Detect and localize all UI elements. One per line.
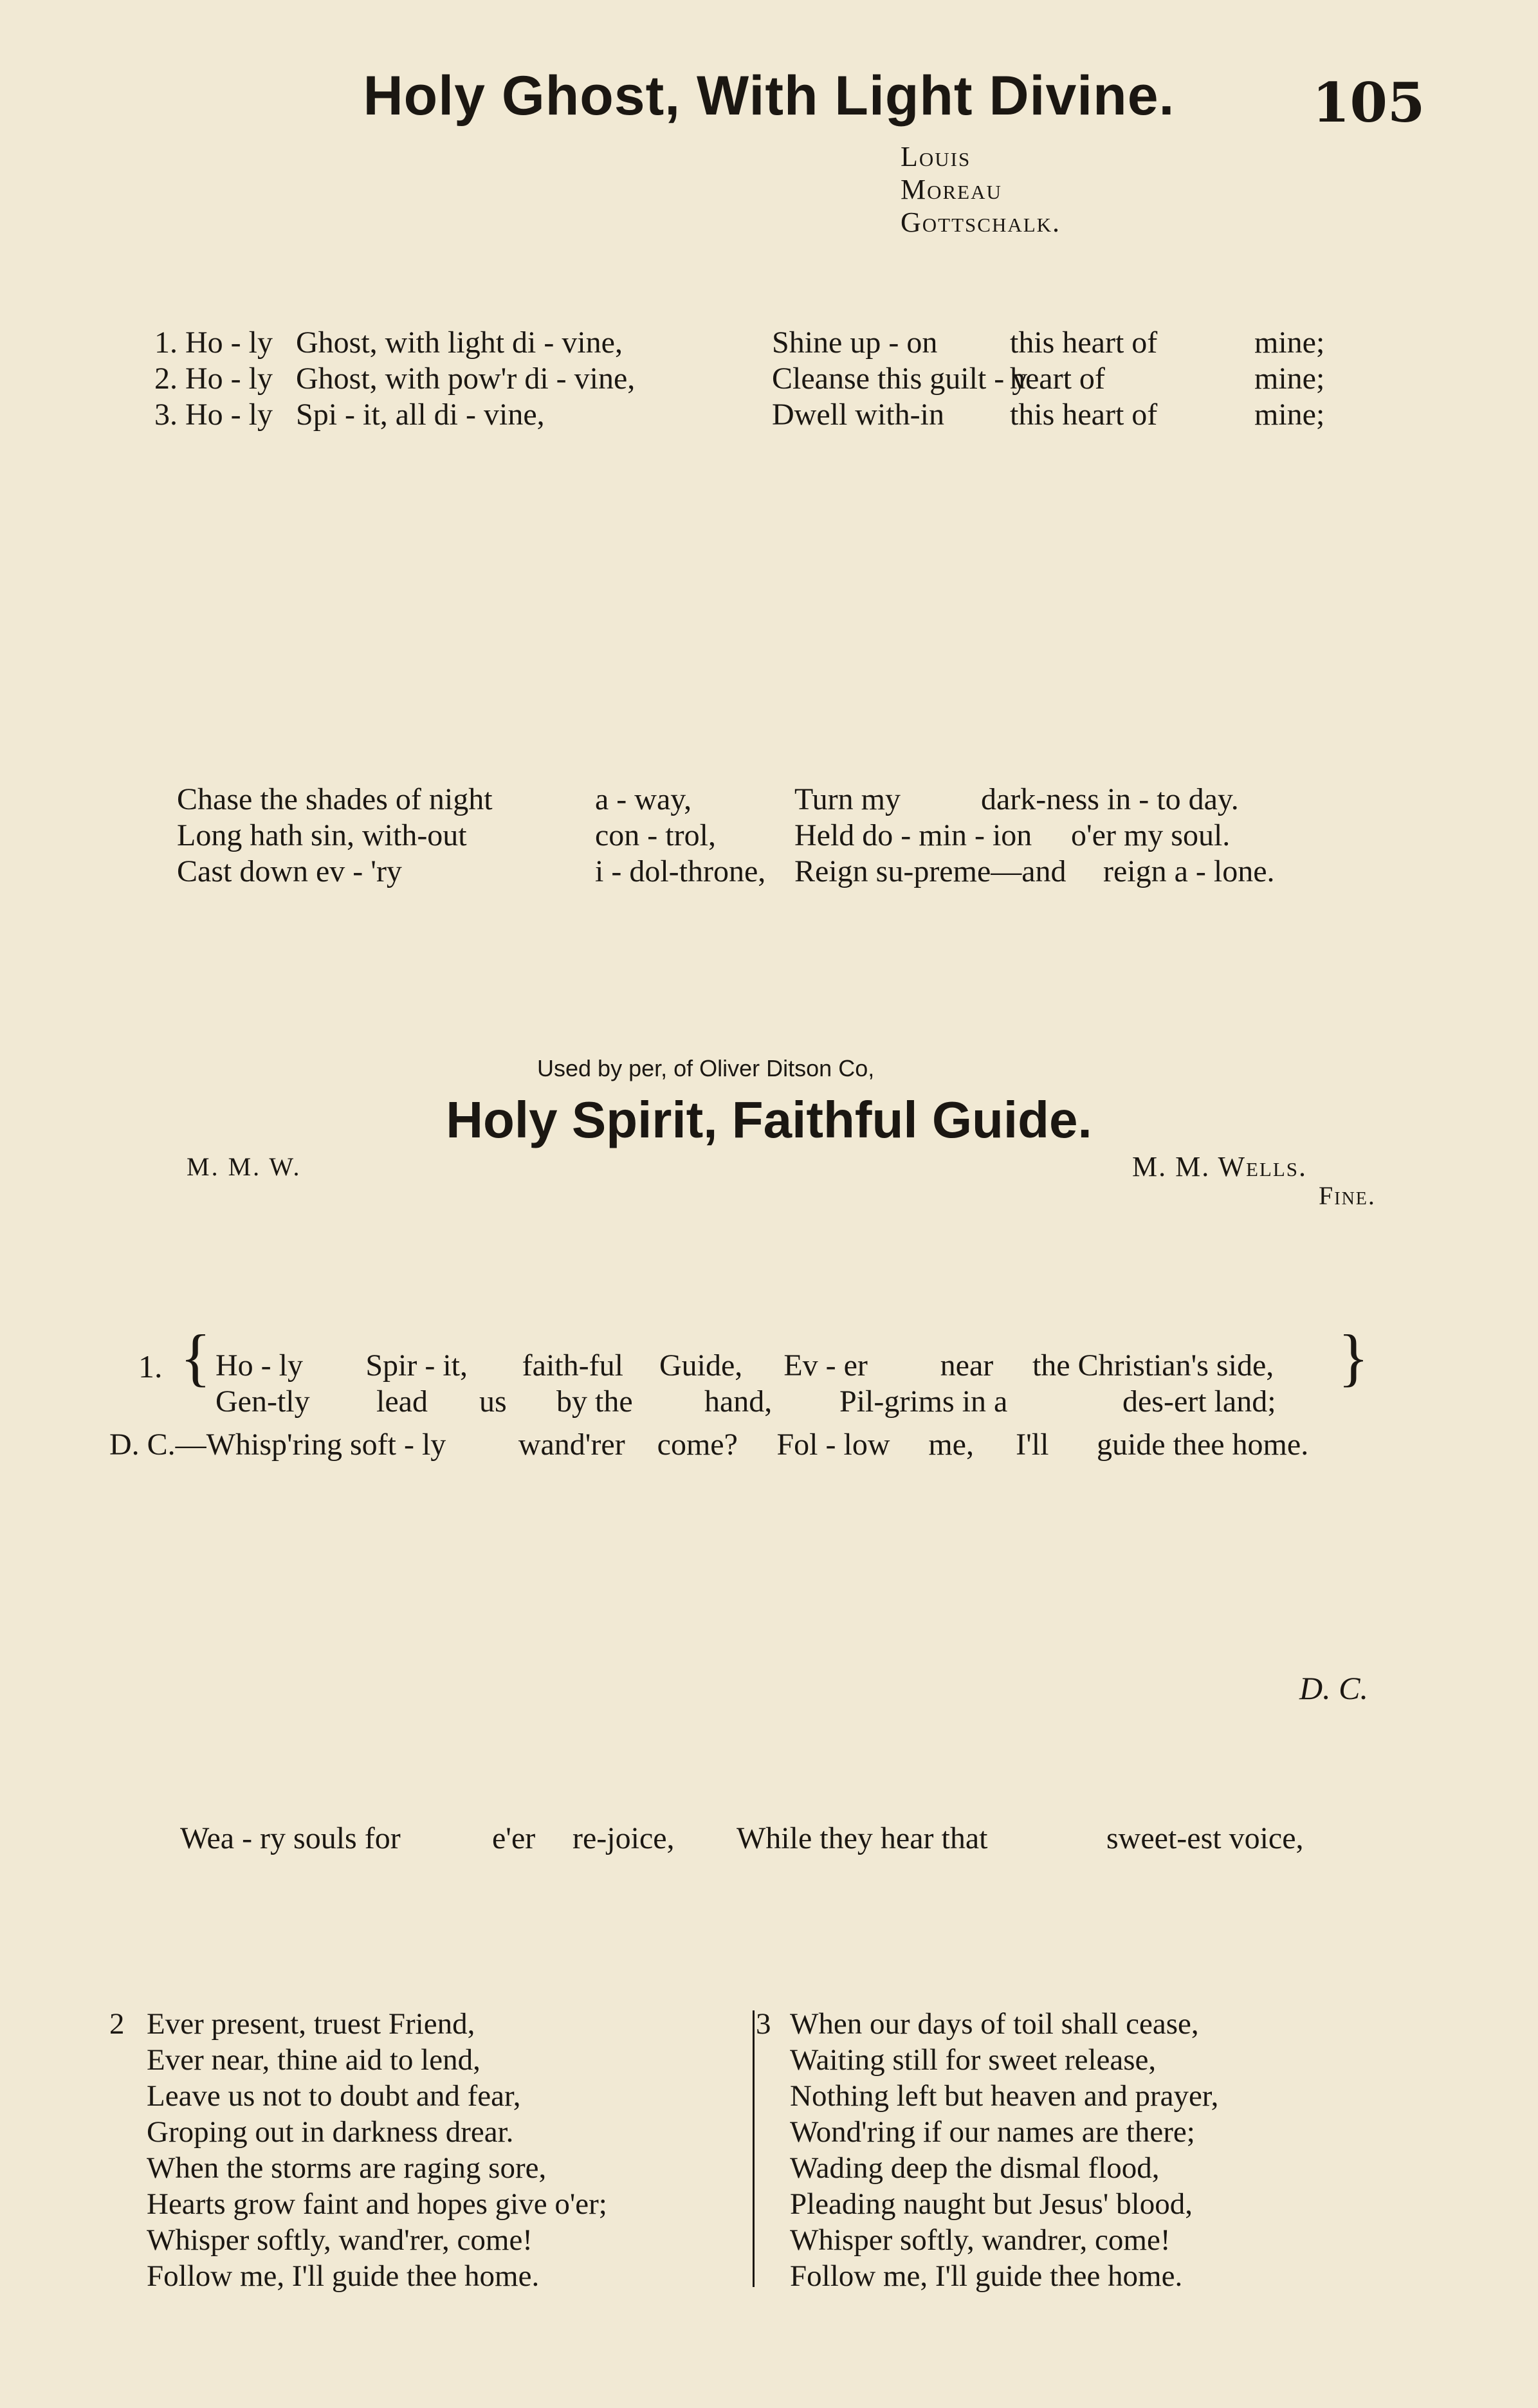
lyric-line: 2. Ho - ly Ghost, with pow'r di - vine, Cleanse this guilt - y heart of mine; (154, 362, 1325, 396)
verse-line: Nothing left but heaven and prayer, (790, 2079, 1219, 2113)
dc-marking: D. C. (1299, 1670, 1368, 1706)
verse-line: Whisper softly, wand'rer, come! (147, 2223, 533, 2257)
hymn-2-composer: M. M. Wells. (1132, 1151, 1308, 1182)
verse-1-number: 1. (138, 1348, 163, 1384)
verse-line: Follow me, I'll guide thee home. (790, 2259, 1183, 2293)
verse-line: Waiting still for sweet release, (790, 2043, 1157, 2077)
hymn-1-composer: Louis Moreau Gottschalk. (901, 141, 1061, 238)
verse-3 (790, 2006, 1218, 2294)
verse-line: Ever present, truest Friend, (147, 2007, 475, 2041)
verse-line: Whisper softly, wandrer, come! (790, 2223, 1171, 2257)
permission-note: Used by per, of Oliver Ditson Co, (537, 1055, 875, 1081)
verse-divider (753, 2010, 755, 2287)
verse-3-number: 3 (756, 2007, 771, 2041)
hymn-2-system-2-lyrics: Wea - ry souls for e'er re-joice, While they hear that sweet-est voice, (180, 1821, 1304, 1855)
verse-line: Groping out in darkness drear. (147, 2115, 514, 2149)
brace-left: { (180, 1321, 211, 1393)
hymn-1-title: Holy Ghost, With Light Divine. (363, 65, 1175, 127)
hymn-1-system-2-lyrics (177, 782, 1360, 890)
lyric-line: Ho - ly Spir - it, faith-ful Guide, Ev - er near the Christian's side, (215, 1348, 1274, 1383)
verse-2 (147, 2006, 607, 2294)
verse-line: Ever near, thine aid to lend, (147, 2043, 481, 2077)
lyric-line: Gen-tly lead us by the hand, Pil-grims in a des-ert land; (215, 1384, 1276, 1419)
verse-line: When the storms are raging sore, (147, 2151, 547, 2185)
page-number: 105 (1312, 71, 1425, 134)
verse-line: When our days of toil shall cease, (790, 2007, 1199, 2041)
verse-line: Leave us not to doubt and fear, (147, 2079, 521, 2113)
hymn-2-system-1-lyrics (215, 1348, 1328, 1420)
lyric-line: Long hath sin, with-out con - trol, Held do - min - ion o'er my soul. (177, 818, 1231, 852)
verse-line: Follow me, I'll guide thee home. (147, 2259, 540, 2293)
hymn-2-title: Holy Spirit, Faithful Guide. (446, 1091, 1092, 1148)
hymn-1-system-1-lyrics (154, 325, 1351, 433)
hymn-2-author: M. M. W. (187, 1152, 302, 1181)
verse-line: Hearts grow faint and hopes give o'er; (147, 2187, 607, 2221)
verse-line: Pleading naught but Jesus' blood, (790, 2187, 1193, 2221)
lyric-line: 1. Ho - ly Ghost, with light di - vine, Shine up - on this heart of mine; (154, 326, 1325, 360)
fine-marking: Fine. (1319, 1181, 1376, 1210)
dc-lyric-line: D. C.—Whisp'ring soft - ly wand'rer come? Fol - low me, I'll guide thee home. (109, 1428, 1309, 1462)
verse-line: Wond'ring if our names are there; (790, 2115, 1195, 2149)
verse-line: Wading deep the dismal flood, (790, 2151, 1160, 2185)
verse-2-number: 2 (109, 2007, 125, 2041)
lyric-line: 3. Ho - ly Spi - it, all di - vine, Dwell with-in this heart of mine; (154, 398, 1325, 432)
lyric-line: Chase the shades of night a - way, Turn my dark-ness in - to day. (177, 782, 1239, 816)
brace-right: } (1338, 1321, 1369, 1393)
lyric-line: Cast down ev - 'ry i - dol-throne, Reign su-preme—and reign a - lone. (177, 854, 1275, 888)
